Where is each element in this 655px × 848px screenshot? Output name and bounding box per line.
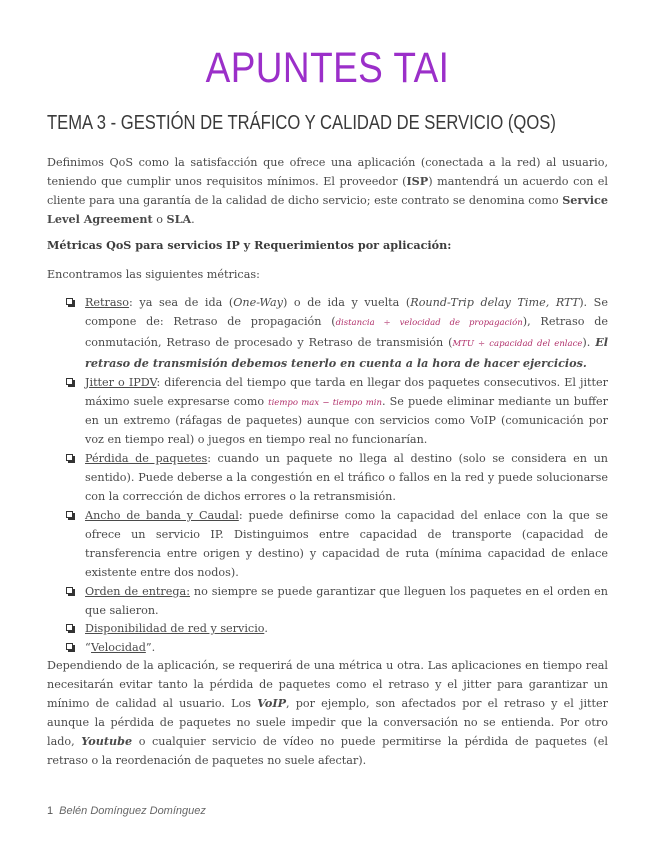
checkbox-bullet-icon <box>66 624 73 631</box>
list-item-perdida: Pérdida de paquetes: cuando un paquete no llega al destino (solo se considera en un sentido). Puede deberse a la congestión en el tráfico o fallos en la red y puede solucionarse con la corrección de dichos errores o la retransmisión. <box>66 450 608 507</box>
list-item-jitter: Jitter o IPDV: diferencia del tiempo que tarda en llegar dos paquetes consecutivos. El jitter máximo suele expresarse como tiempo max − tiempo min. Se puede eliminar mediante un buffer en un extremo (ráfagas de paquetes) aunque con servicios como VoIP (comunicación por voz en tiempo real) o juegos en tiempo real no funcionarían. <box>66 374 608 451</box>
checkbox-bullet-icon <box>66 511 73 518</box>
author-name: Belén Domínguez Domínguez <box>59 805 206 817</box>
formula-transmision: MTU ÷ capacidad del enlace <box>452 338 583 349</box>
list-item-velocidad: “Velocidad”. <box>66 639 608 658</box>
checkbox-bullet-icon <box>66 378 73 385</box>
formula-propagacion: distancia ÷ velocidad de propagación <box>335 317 523 328</box>
list-item-disponibilidad: Disponibilidad de red y servicio. <box>66 620 608 639</box>
page-number: 1 <box>47 805 54 817</box>
section-heading: TEMA 3 - GESTIÓN DE TRÁFICO Y CALIDAD DE SERVICIO (QOS) <box>47 112 556 134</box>
page-footer <box>47 805 206 817</box>
metrics-list <box>66 294 608 658</box>
conclusion-paragraph: Dependiendo de la aplicación, se requerirá de una métrica u otra. Las aplicaciones en tiempo real necesitarán evitar tanto la pérdida de paquetes como el retraso y el jitter para garantizar un mínimo de calidad al usuario. Los VoIP, por ejemplo, son afectados por el retraso y el jitter aunque la pérdida de paquetes no suele impedir que la conversación no se entienda. Por otro lado, Youtube o cualquier servicio de vídeo no puede permitirse la pérdida de paquetes (el retraso o la reordenación de paquetes no suele afectar). <box>47 659 609 767</box>
checkbox-bullet-icon <box>66 587 73 594</box>
checkbox-bullet-icon <box>66 298 73 305</box>
intro-paragraph: Definimos QoS como la satisfacción que ofrece una aplicación (conectada a la red) al usuario, teniendo que cumplir unos requisitos mínimos. El proveedor (ISP) mantendrá un acuerdo con el cliente para una garantía de la calidad de dicho servicio; este contrato se denomina como Service Level Agreement o SLA. <box>47 156 609 226</box>
formula-jitter: tiempo max − tiempo min <box>268 397 382 408</box>
checkbox-bullet-icon <box>66 643 73 650</box>
metrics-intro: Encontramos las siguientes métricas: <box>47 268 260 281</box>
page-title: APUNTES TAI <box>205 44 450 92</box>
metrics-heading: Métricas QoS para servicios IP y Requerimientos por aplicación: <box>47 238 452 252</box>
checkbox-bullet-icon <box>66 454 73 461</box>
list-item-orden: Orden de entrega: no siempre se puede garantizar que lleguen los paquetes en el orden en que salieron. <box>66 583 608 621</box>
list-item-ancho-banda: Ancho de banda y Caudal: puede definirse como la capacidad del enlace con la que se ofrece un servicio IP. Distinguimos entre capacidad de transporte (capacidad de transferencia entre origen y destino) y capacidad de ruta (mínima capacidad de enlace existente entre dos nodos). <box>66 507 608 583</box>
list-item-retraso: Retraso: ya sea de ida (One-Way) o de ida y vuelta (Round-Trip delay Time, RTT). Se compone de: Retraso de propagación (distancia ÷ velocidad de propagación), Retraso de conmutación, Retraso de procesado y Retraso de transmisión (MTU ÷ capacidad del enlace). El retraso de transmisión debemos tenerlo en cuenta a la hora de hacer ejercicios. <box>66 294 608 374</box>
